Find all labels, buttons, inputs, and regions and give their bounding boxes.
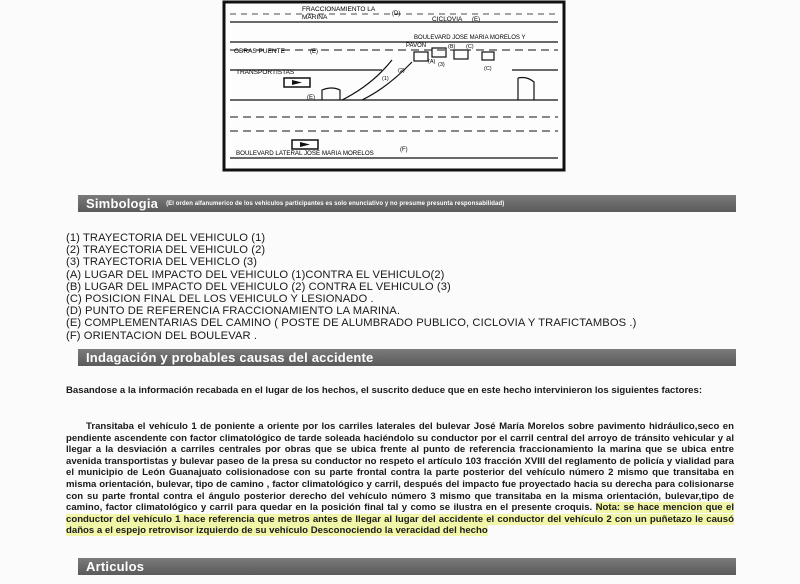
legend-item: (3) TRAYECTORIA DEL VEHICLO (3) [66, 256, 258, 269]
label-obras-puente: OBRAS PUENTE [234, 48, 285, 55]
label-c1: (C) [466, 44, 474, 50]
legend-item: (B) LUGAR DEL IMPACTO DEL VEHICULO (2) CONTRA EL VEHICULO (3) [66, 280, 451, 293]
legend-item: (2) TRAYECTORIA DEL VEHICULO (2) [66, 244, 266, 257]
label-fraccionamiento: FRACCIONAMIENTO LA [302, 6, 376, 13]
indagacion-intro: Basandose a la información recabada en el lugar de los hechos, el suscrito deduce que en este hecho intervinieron los siguientes factores: [66, 385, 703, 396]
articulos-title: Articulos [86, 559, 145, 574]
legend-item: (E) COMPLEMENTARIAS DEL CAMINO ( POSTE DE ALUMBRADO PUBLICO, CICLOVIA Y TRAFICTAMBOS .) [66, 317, 637, 330]
label-c2: (C) [484, 66, 492, 72]
legend-item: (1) TRAYECTORIA DEL VEHICULO (1) [66, 232, 266, 244]
accident-sketch [222, 0, 566, 172]
legend-item: (F) ORIENTACION DEL BOULEVAR . [66, 329, 258, 342]
label-ciclovia-e: (E) [472, 17, 480, 23]
sketch-drawing [222, 0, 566, 172]
label-f: (F) [400, 147, 408, 153]
label-pavon: PAVON [406, 43, 427, 49]
label-marina: MARINA [302, 14, 328, 21]
narrative-text: Transitaba el vehículo 1 de poniente a oriente por los carriles laterales del bulevar José María Morelos sobre pavimento hidráulico,seco en pendiente ascendente con factor climatológico de tarde soleada haciéndolo su conductor por el carril central del arroyo de tránsito vehicular y al llegar a la desviación a carriles centrales por obras que se ubica frente al punto de referencia fraccionamiento la marina que se ubica entre avenida transportistas y bulevar paseo de la presa su conductor no respeto el artículo 103 fracción XVIII del reglamento de policía y vialidad para el municipio de León Guanajuato colisionadose con su parte frontal contra la parte posterior del vehículo número 2 mismo que transitaba en misma orientación, bulevar, tipo de camino , factor climatológico y carril, después del impacto fue proyectado hacia su derecha para colisionarse con su parte frontal contra el ángulo posterior derecho del vehículo número 3 mismo que transitaba en la misma orientación, bulevar,tipo de camino, factor climatológico y carril para quedar en la posición final tal y como se ilustra en el presente croquis. [66, 421, 734, 514]
label-obras-e: (E) [310, 49, 318, 55]
legend-item: (C) POSICION FINAL DEL LOS VEHICULO Y LESIONADO . [66, 293, 374, 306]
highlighted-note: Nota: se hace mencion que el conductor del vehículo 1 hace referencia que metros antes de llegar al lugar del accidente el conductor del vehículo 2 con un puñetazo le causó daños a el espejo retrovisor izquierdo de su vehículo Desconociendo la veracidad del hecho [66, 502, 735, 537]
indagacion-header [66, 349, 736, 366]
legend-item: (A) LUGAR DEL IMPACTO DEL VEHICULO (1)CONTRA EL VEHICULO(2) [66, 268, 445, 281]
legend-item: (D) PUNTO DE REFERENCIA FRACCIONAMIENTO LA MARINA. [66, 305, 401, 318]
simbologia-note: (El orden alfanumerico de los vehículos participantes es solo enunciativo y no presume presunta responsabilidad) [166, 200, 505, 207]
label-transportistas: TRANSPORTISTAS [236, 69, 295, 76]
label-ciclovia: CICLOVIA [432, 16, 463, 23]
label-d: (D) [392, 11, 401, 17]
indagacion-title: Indagación y probables causas del accidente [86, 350, 374, 365]
label-a: (A) [428, 59, 436, 65]
label-v2: (2) [398, 68, 405, 74]
articulos-header [66, 558, 736, 575]
label-boulevard-bottom: BOULEVARD LATERAL JOSE MARIA MORELOS [236, 150, 374, 157]
indagacion-narrative [66, 421, 734, 537]
label-b: (B) [448, 44, 456, 50]
label-poste-e: (E) [307, 95, 315, 101]
label-v3: (3) [438, 62, 445, 68]
simbologia-header [66, 195, 736, 212]
label-v1: (1) [382, 76, 389, 82]
label-boulevard-top: BOULEVARD JOSE MARIA MORELOS Y [414, 35, 526, 41]
simbologia-title: Simbologia [86, 196, 159, 211]
legend-list [66, 232, 636, 342]
